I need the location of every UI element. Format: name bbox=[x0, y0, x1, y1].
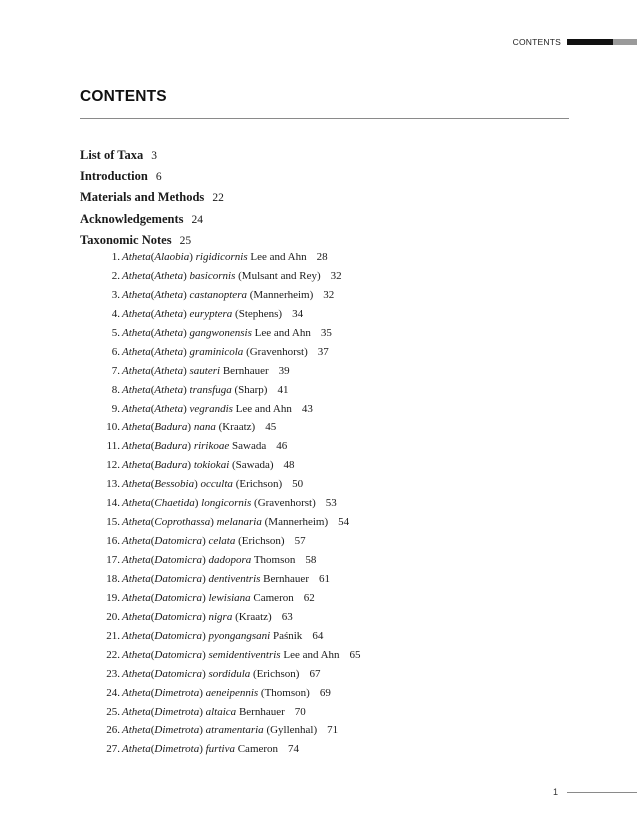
taxon-author: (Mannerheim) bbox=[249, 288, 314, 301]
taxon-genus: Atheta bbox=[122, 478, 151, 491]
subgenus-close-paren: ) bbox=[202, 610, 206, 623]
subgenus-close-paren: ) bbox=[183, 269, 187, 282]
subgenus-close-paren: ) bbox=[202, 554, 206, 566]
taxon-page: 70 bbox=[294, 705, 306, 718]
toc-entry-page: 24 bbox=[191, 213, 203, 226]
taxon-number: 11. bbox=[106, 440, 120, 453]
taxon-genus: Atheta bbox=[122, 383, 151, 396]
subgenus-open-paren: ( bbox=[150, 402, 155, 415]
title-divider bbox=[80, 118, 569, 119]
taxon-entry[interactable] bbox=[80, 703, 569, 722]
taxon-subgenus: Dimetrota bbox=[154, 743, 200, 756]
taxon-species: tokiokai bbox=[193, 459, 230, 472]
taxon-species: dentiventris bbox=[208, 572, 261, 585]
taxon-entry[interactable] bbox=[80, 627, 569, 646]
taxon-number: 14. bbox=[106, 497, 120, 510]
subgenus-close-paren: ) bbox=[202, 667, 206, 680]
toc-entry-title: Taxonomic Notes bbox=[80, 232, 172, 247]
subgenus-open-paren: ( bbox=[150, 686, 155, 699]
taxon-number: 27. bbox=[106, 743, 120, 756]
taxon-genus: Atheta bbox=[122, 572, 151, 585]
subgenus-open-paren: ( bbox=[150, 288, 155, 301]
taxon-page: 41 bbox=[277, 383, 289, 396]
toc-entry-page: 6 bbox=[155, 171, 162, 184]
taxon-author: (Gravenhorst) bbox=[246, 345, 308, 358]
toc-entry-title: Materials and Methods bbox=[80, 190, 205, 205]
taxon-entry[interactable] bbox=[80, 267, 569, 286]
taxon-entry[interactable] bbox=[80, 437, 569, 456]
subgenus-open-paren: ( bbox=[150, 572, 155, 585]
subgenus-close-paren: ) bbox=[194, 478, 198, 491]
taxon-entry[interactable] bbox=[80, 684, 569, 703]
taxon-species: euryptera bbox=[189, 307, 233, 320]
taxon-entry[interactable] bbox=[80, 418, 569, 437]
subgenus-close-paren: ) bbox=[199, 705, 203, 718]
taxon-subgenus: Datomicra bbox=[154, 610, 203, 623]
taxon-species: furtiva bbox=[205, 743, 235, 756]
taxon-number: 17. bbox=[106, 554, 120, 566]
subgenus-open-paren: ( bbox=[150, 591, 155, 604]
subgenus-open-paren: ( bbox=[150, 326, 155, 339]
taxon-genus: Atheta bbox=[122, 535, 151, 548]
taxon-page: 34 bbox=[292, 307, 304, 320]
taxon-number: 25. bbox=[106, 705, 120, 718]
taxon-subgenus: Atheta bbox=[154, 345, 184, 358]
taxon-author: (Thomson) bbox=[260, 686, 310, 699]
subgenus-open-paren: ( bbox=[150, 724, 155, 737]
subgenus-close-paren: ) bbox=[202, 535, 206, 548]
taxon-genus: Atheta bbox=[122, 288, 151, 301]
taxon-page: 54 bbox=[338, 516, 350, 529]
taxon-subgenus: Badura bbox=[154, 440, 188, 453]
taxon-author: Thomson bbox=[253, 554, 296, 566]
taxon-species: ririkoae bbox=[193, 440, 230, 453]
subgenus-close-paren: ) bbox=[199, 743, 203, 756]
taxon-subgenus: Atheta bbox=[154, 269, 184, 282]
taxon-genus: Atheta bbox=[122, 516, 151, 529]
taxon-author: Bernhauer bbox=[238, 705, 285, 718]
taxon-subgenus: Dimetrota bbox=[154, 724, 200, 737]
footer-rule bbox=[567, 792, 637, 793]
subgenus-open-paren: ( bbox=[150, 383, 155, 396]
subgenus-close-paren: ) bbox=[189, 251, 193, 263]
toc-entry-acknowledgements[interactable] bbox=[80, 209, 569, 230]
taxon-author: (Stephens) bbox=[235, 307, 283, 320]
taxon-author: Lee and Ahn bbox=[254, 326, 311, 339]
taxon-number: 13. bbox=[106, 478, 120, 491]
taxon-subgenus: Bessobia bbox=[154, 478, 195, 491]
taxon-species: atramentaria bbox=[205, 724, 264, 737]
subgenus-open-paren: ( bbox=[150, 743, 155, 756]
subgenus-open-paren: ( bbox=[150, 629, 155, 642]
taxon-genus: Atheta bbox=[122, 629, 151, 642]
taxon-author: Cameron bbox=[237, 743, 279, 756]
taxon-species: melanaria bbox=[216, 516, 262, 529]
subgenus-open-paren: ( bbox=[150, 610, 155, 623]
taxon-subgenus: Datomicra bbox=[154, 554, 203, 566]
taxon-author: Lee and Ahn bbox=[250, 251, 307, 263]
taxon-subgenus: Atheta bbox=[154, 364, 184, 377]
subgenus-open-paren: ( bbox=[150, 648, 155, 661]
taxon-number: 20. bbox=[106, 610, 120, 623]
taxon-author: (Erichson) bbox=[235, 478, 283, 491]
toc-entry-page: 22 bbox=[212, 192, 224, 205]
taxon-number: 26. bbox=[106, 724, 120, 737]
taxon-genus: Atheta bbox=[122, 705, 151, 718]
toc-main-list bbox=[80, 145, 569, 251]
taxon-subgenus: Atheta bbox=[154, 402, 184, 415]
subgenus-close-paren: ) bbox=[183, 402, 187, 415]
taxon-author: Bernhauer bbox=[263, 572, 309, 585]
taxon-subgenus: Datomicra bbox=[154, 535, 203, 548]
taxon-author: (Kraatz) bbox=[218, 421, 256, 434]
taxon-author: (Gyllenhal) bbox=[266, 724, 318, 737]
subgenus-close-paren: ) bbox=[183, 326, 187, 339]
subgenus-close-paren: ) bbox=[183, 383, 187, 396]
subgenus-close-paren: ) bbox=[202, 591, 206, 604]
subgenus-open-paren: ( bbox=[150, 459, 155, 472]
taxon-number: 6. bbox=[111, 345, 120, 358]
taxon-page: 39 bbox=[278, 364, 290, 377]
subgenus-close-paren: ) bbox=[194, 497, 199, 510]
taxon-page: 53 bbox=[325, 497, 337, 510]
taxon-author: Lee and Ahn bbox=[235, 402, 292, 415]
taxon-genus: Atheta bbox=[122, 459, 151, 472]
taxon-entry[interactable] bbox=[80, 400, 569, 419]
taxon-subgenus: Badura bbox=[154, 421, 188, 434]
taxon-entry[interactable] bbox=[80, 305, 569, 324]
taxon-author: (Erichson) bbox=[253, 667, 300, 680]
taxon-genus: Atheta bbox=[122, 554, 151, 566]
taxon-species: sordidula bbox=[208, 667, 251, 680]
taxon-number: 19. bbox=[106, 591, 120, 604]
taxon-page: 65 bbox=[349, 648, 361, 661]
taxon-species: nana bbox=[193, 421, 216, 434]
taxon-number: 15. bbox=[106, 516, 120, 529]
taxon-entry[interactable] bbox=[80, 343, 569, 362]
taxon-page: 67 bbox=[309, 667, 321, 680]
subgenus-open-paren: ( bbox=[150, 307, 155, 320]
taxon-author: (Gravenhorst) bbox=[254, 497, 316, 510]
subgenus-close-paren: ) bbox=[202, 572, 206, 585]
subgenus-open-paren: ( bbox=[150, 497, 155, 510]
taxon-number: 7. bbox=[111, 364, 120, 377]
taxon-subgenus: Datomicra bbox=[154, 629, 203, 642]
running-header-label: CONTENTS bbox=[512, 37, 561, 47]
taxon-genus: Atheta bbox=[122, 686, 151, 699]
header-bar-light bbox=[613, 39, 637, 45]
toc-entry-page: 25 bbox=[179, 234, 192, 247]
taxon-page: 71 bbox=[327, 724, 339, 737]
subgenus-open-paren: ( bbox=[150, 345, 155, 358]
taxon-subgenus: Datomicra bbox=[154, 667, 203, 680]
taxon-species: altaica bbox=[205, 705, 237, 718]
taxon-species: graminicola bbox=[189, 345, 244, 358]
taxon-species: sauteri bbox=[189, 364, 221, 377]
page-title: CONTENTS bbox=[80, 88, 167, 105]
taxon-number: 10. bbox=[106, 421, 120, 434]
taxon-entry[interactable] bbox=[80, 475, 569, 494]
subgenus-close-paren: ) bbox=[210, 516, 214, 529]
taxon-species: castanoptera bbox=[189, 288, 247, 301]
taxon-entry[interactable] bbox=[80, 665, 569, 684]
taxon-genus: Atheta bbox=[122, 269, 151, 282]
toc-entry-introduction[interactable] bbox=[80, 166, 569, 187]
header-bar-dark bbox=[567, 39, 613, 45]
taxon-number: 21. bbox=[106, 629, 120, 642]
taxon-entry[interactable] bbox=[80, 494, 569, 513]
taxon-subgenus: Coprothassa bbox=[154, 516, 211, 529]
taxon-subgenus: Chaetida bbox=[154, 497, 195, 510]
subgenus-close-paren: ) bbox=[199, 686, 203, 699]
toc-entry-title: List of Taxa bbox=[80, 148, 144, 162]
taxon-subgenus: Datomicra bbox=[154, 648, 203, 661]
taxon-subgenus: Atheta bbox=[154, 326, 184, 339]
taxon-genus: Atheta bbox=[122, 402, 151, 415]
taxon-entry[interactable] bbox=[80, 324, 569, 343]
taxon-species: pyongangsani bbox=[208, 629, 271, 642]
taxon-species: gangwonensis bbox=[189, 326, 252, 339]
taxon-genus: Atheta bbox=[122, 724, 151, 737]
subgenus-close-paren: ) bbox=[187, 421, 192, 434]
taxon-subgenus: Alaobia bbox=[154, 251, 190, 263]
taxon-species: celata bbox=[208, 535, 236, 548]
taxon-number: 22. bbox=[106, 648, 120, 661]
subgenus-open-paren: ( bbox=[150, 364, 155, 377]
taxon-page: 58 bbox=[305, 554, 317, 566]
taxon-genus: Atheta bbox=[122, 610, 151, 623]
taxon-number: 23. bbox=[106, 667, 120, 680]
subgenus-close-paren: ) bbox=[183, 364, 187, 377]
subgenus-close-paren: ) bbox=[202, 629, 206, 642]
taxon-author: (Mulsant and Rey) bbox=[238, 269, 321, 282]
taxon-subgenus: Atheta bbox=[154, 383, 184, 396]
taxon-species: nigra bbox=[208, 610, 233, 623]
subgenus-open-paren: ( bbox=[150, 667, 155, 680]
taxon-author: Bernhauer bbox=[222, 364, 269, 377]
taxon-author: (Erichson) bbox=[238, 535, 285, 548]
taxon-number: 1. bbox=[111, 251, 120, 263]
taxon-entry[interactable] bbox=[80, 362, 569, 381]
taxon-entry[interactable] bbox=[80, 248, 569, 267]
taxon-entry[interactable] bbox=[80, 532, 569, 551]
taxon-genus: Atheta bbox=[122, 307, 151, 320]
taxon-author: (Mannerheim) bbox=[264, 516, 329, 529]
taxon-subgenus: Badura bbox=[154, 459, 188, 472]
taxon-page: 69 bbox=[319, 686, 331, 699]
taxon-page: 57 bbox=[294, 535, 306, 548]
taxon-number: 18. bbox=[106, 572, 120, 585]
taxon-subgenus: Dimetrota bbox=[154, 705, 200, 718]
taxon-genus: Atheta bbox=[122, 326, 151, 339]
taxon-species: occulta bbox=[200, 478, 233, 491]
taxon-page: 45 bbox=[265, 421, 277, 434]
taxon-page: 43 bbox=[301, 402, 313, 415]
taxon-page: 37 bbox=[317, 345, 329, 358]
toc-entry-materials-and-methods[interactable] bbox=[80, 187, 569, 208]
taxon-genus: Atheta bbox=[122, 440, 151, 453]
subgenus-close-paren: ) bbox=[187, 440, 192, 453]
taxon-genus: Atheta bbox=[122, 364, 151, 377]
subgenus-close-paren: ) bbox=[183, 288, 187, 301]
taxon-page: 63 bbox=[281, 610, 293, 623]
taxon-species: dadopora bbox=[208, 554, 252, 566]
taxon-entry[interactable] bbox=[80, 551, 569, 570]
subgenus-open-paren: ( bbox=[150, 554, 155, 566]
taxon-entry[interactable] bbox=[80, 608, 569, 627]
taxon-subgenus: Datomicra bbox=[154, 572, 203, 585]
taxon-number: 3. bbox=[111, 288, 120, 301]
taxon-species: longicornis bbox=[201, 497, 252, 510]
taxon-page: 46 bbox=[276, 440, 288, 453]
taxon-genus: Atheta bbox=[122, 591, 151, 604]
toc-entry-list-of-taxa[interactable] bbox=[80, 145, 569, 166]
taxon-species: transfuga bbox=[189, 383, 232, 396]
subgenus-open-paren: ( bbox=[150, 421, 155, 434]
taxon-subgenus: Dimetrota bbox=[154, 686, 200, 699]
taxon-author: (Sharp) bbox=[234, 383, 268, 396]
taxon-entry[interactable] bbox=[80, 721, 569, 740]
taxon-genus: Atheta bbox=[122, 421, 151, 434]
taxon-subgenus: Datomicra bbox=[154, 591, 203, 604]
taxon-author: Cameron bbox=[253, 591, 294, 604]
taxon-page: 48 bbox=[283, 459, 295, 472]
subgenus-open-paren: ( bbox=[150, 269, 155, 282]
subgenus-open-paren: ( bbox=[150, 251, 155, 263]
page-number: 1 bbox=[553, 787, 559, 797]
taxon-genus: Atheta bbox=[122, 497, 151, 510]
taxon-page: 62 bbox=[303, 591, 315, 604]
taxon-author: Lee and Ahn bbox=[283, 648, 340, 661]
taxon-entry[interactable] bbox=[80, 646, 569, 665]
taxon-species: aeneipennis bbox=[205, 686, 259, 699]
taxon-genus: Atheta bbox=[122, 743, 151, 756]
taxon-page: 50 bbox=[292, 478, 304, 491]
taxon-number: 8. bbox=[111, 383, 120, 396]
taxon-entry[interactable] bbox=[80, 740, 569, 759]
taxon-page: 64 bbox=[312, 629, 324, 642]
taxon-number: 4. bbox=[111, 307, 120, 320]
taxon-genus: Atheta bbox=[122, 667, 151, 680]
subgenus-open-paren: ( bbox=[150, 705, 155, 718]
taxon-number: 24. bbox=[106, 686, 120, 699]
taxon-page: 74 bbox=[288, 743, 300, 756]
taxon-species: vegrandis bbox=[189, 402, 233, 415]
taxon-number: 12. bbox=[106, 459, 120, 472]
subgenus-close-paren: ) bbox=[199, 724, 203, 737]
subgenus-close-paren: ) bbox=[187, 459, 192, 472]
taxon-author: (Kraatz) bbox=[235, 610, 272, 623]
taxon-page: 61 bbox=[318, 572, 330, 585]
taxon-number: 9. bbox=[111, 402, 120, 415]
taxon-page: 32 bbox=[323, 288, 335, 301]
subgenus-open-paren: ( bbox=[150, 516, 155, 529]
taxon-species: rigidicornis bbox=[195, 251, 248, 263]
taxon-entry[interactable] bbox=[80, 286, 569, 305]
subgenus-close-paren: ) bbox=[202, 648, 206, 661]
subgenus-open-paren: ( bbox=[150, 535, 155, 548]
subgenus-close-paren: ) bbox=[183, 345, 187, 358]
taxon-entry[interactable] bbox=[80, 589, 569, 608]
taxon-subgenus: Atheta bbox=[154, 307, 184, 320]
taxon-genus: Atheta bbox=[122, 251, 151, 263]
taxon-entry[interactable] bbox=[80, 570, 569, 589]
taxon-number: 16. bbox=[106, 535, 120, 548]
taxon-subgenus: Atheta bbox=[154, 288, 184, 301]
taxon-genus: Atheta bbox=[122, 648, 151, 661]
subgenus-open-paren: ( bbox=[150, 478, 155, 491]
taxon-number: 2. bbox=[111, 269, 120, 282]
taxon-genus: Atheta bbox=[122, 345, 151, 358]
taxon-author: Sawada bbox=[232, 440, 267, 453]
taxon-author: Paśnik bbox=[272, 629, 303, 642]
running-header bbox=[0, 37, 637, 49]
taxon-entry[interactable] bbox=[80, 513, 569, 532]
taxon-entry[interactable] bbox=[80, 381, 569, 400]
taxon-species: semidentiventris bbox=[208, 648, 281, 661]
subgenus-open-paren: ( bbox=[150, 440, 155, 453]
taxon-number: 5. bbox=[111, 326, 120, 339]
taxon-page: 35 bbox=[320, 326, 332, 339]
taxon-page: 28 bbox=[316, 251, 328, 263]
taxon-species: lewisiana bbox=[208, 591, 251, 604]
subgenus-close-paren: ) bbox=[183, 307, 187, 320]
toc-entry-title: Acknowledgements bbox=[80, 211, 184, 226]
taxa-list bbox=[80, 248, 569, 759]
taxon-author: (Sawada) bbox=[232, 459, 274, 472]
toc-entry-page: 3 bbox=[151, 150, 157, 162]
taxon-entry[interactable] bbox=[80, 456, 569, 475]
taxon-species: basicornis bbox=[189, 269, 236, 282]
toc-entry-title: Introduction bbox=[80, 169, 148, 184]
taxon-page: 32 bbox=[330, 269, 342, 282]
